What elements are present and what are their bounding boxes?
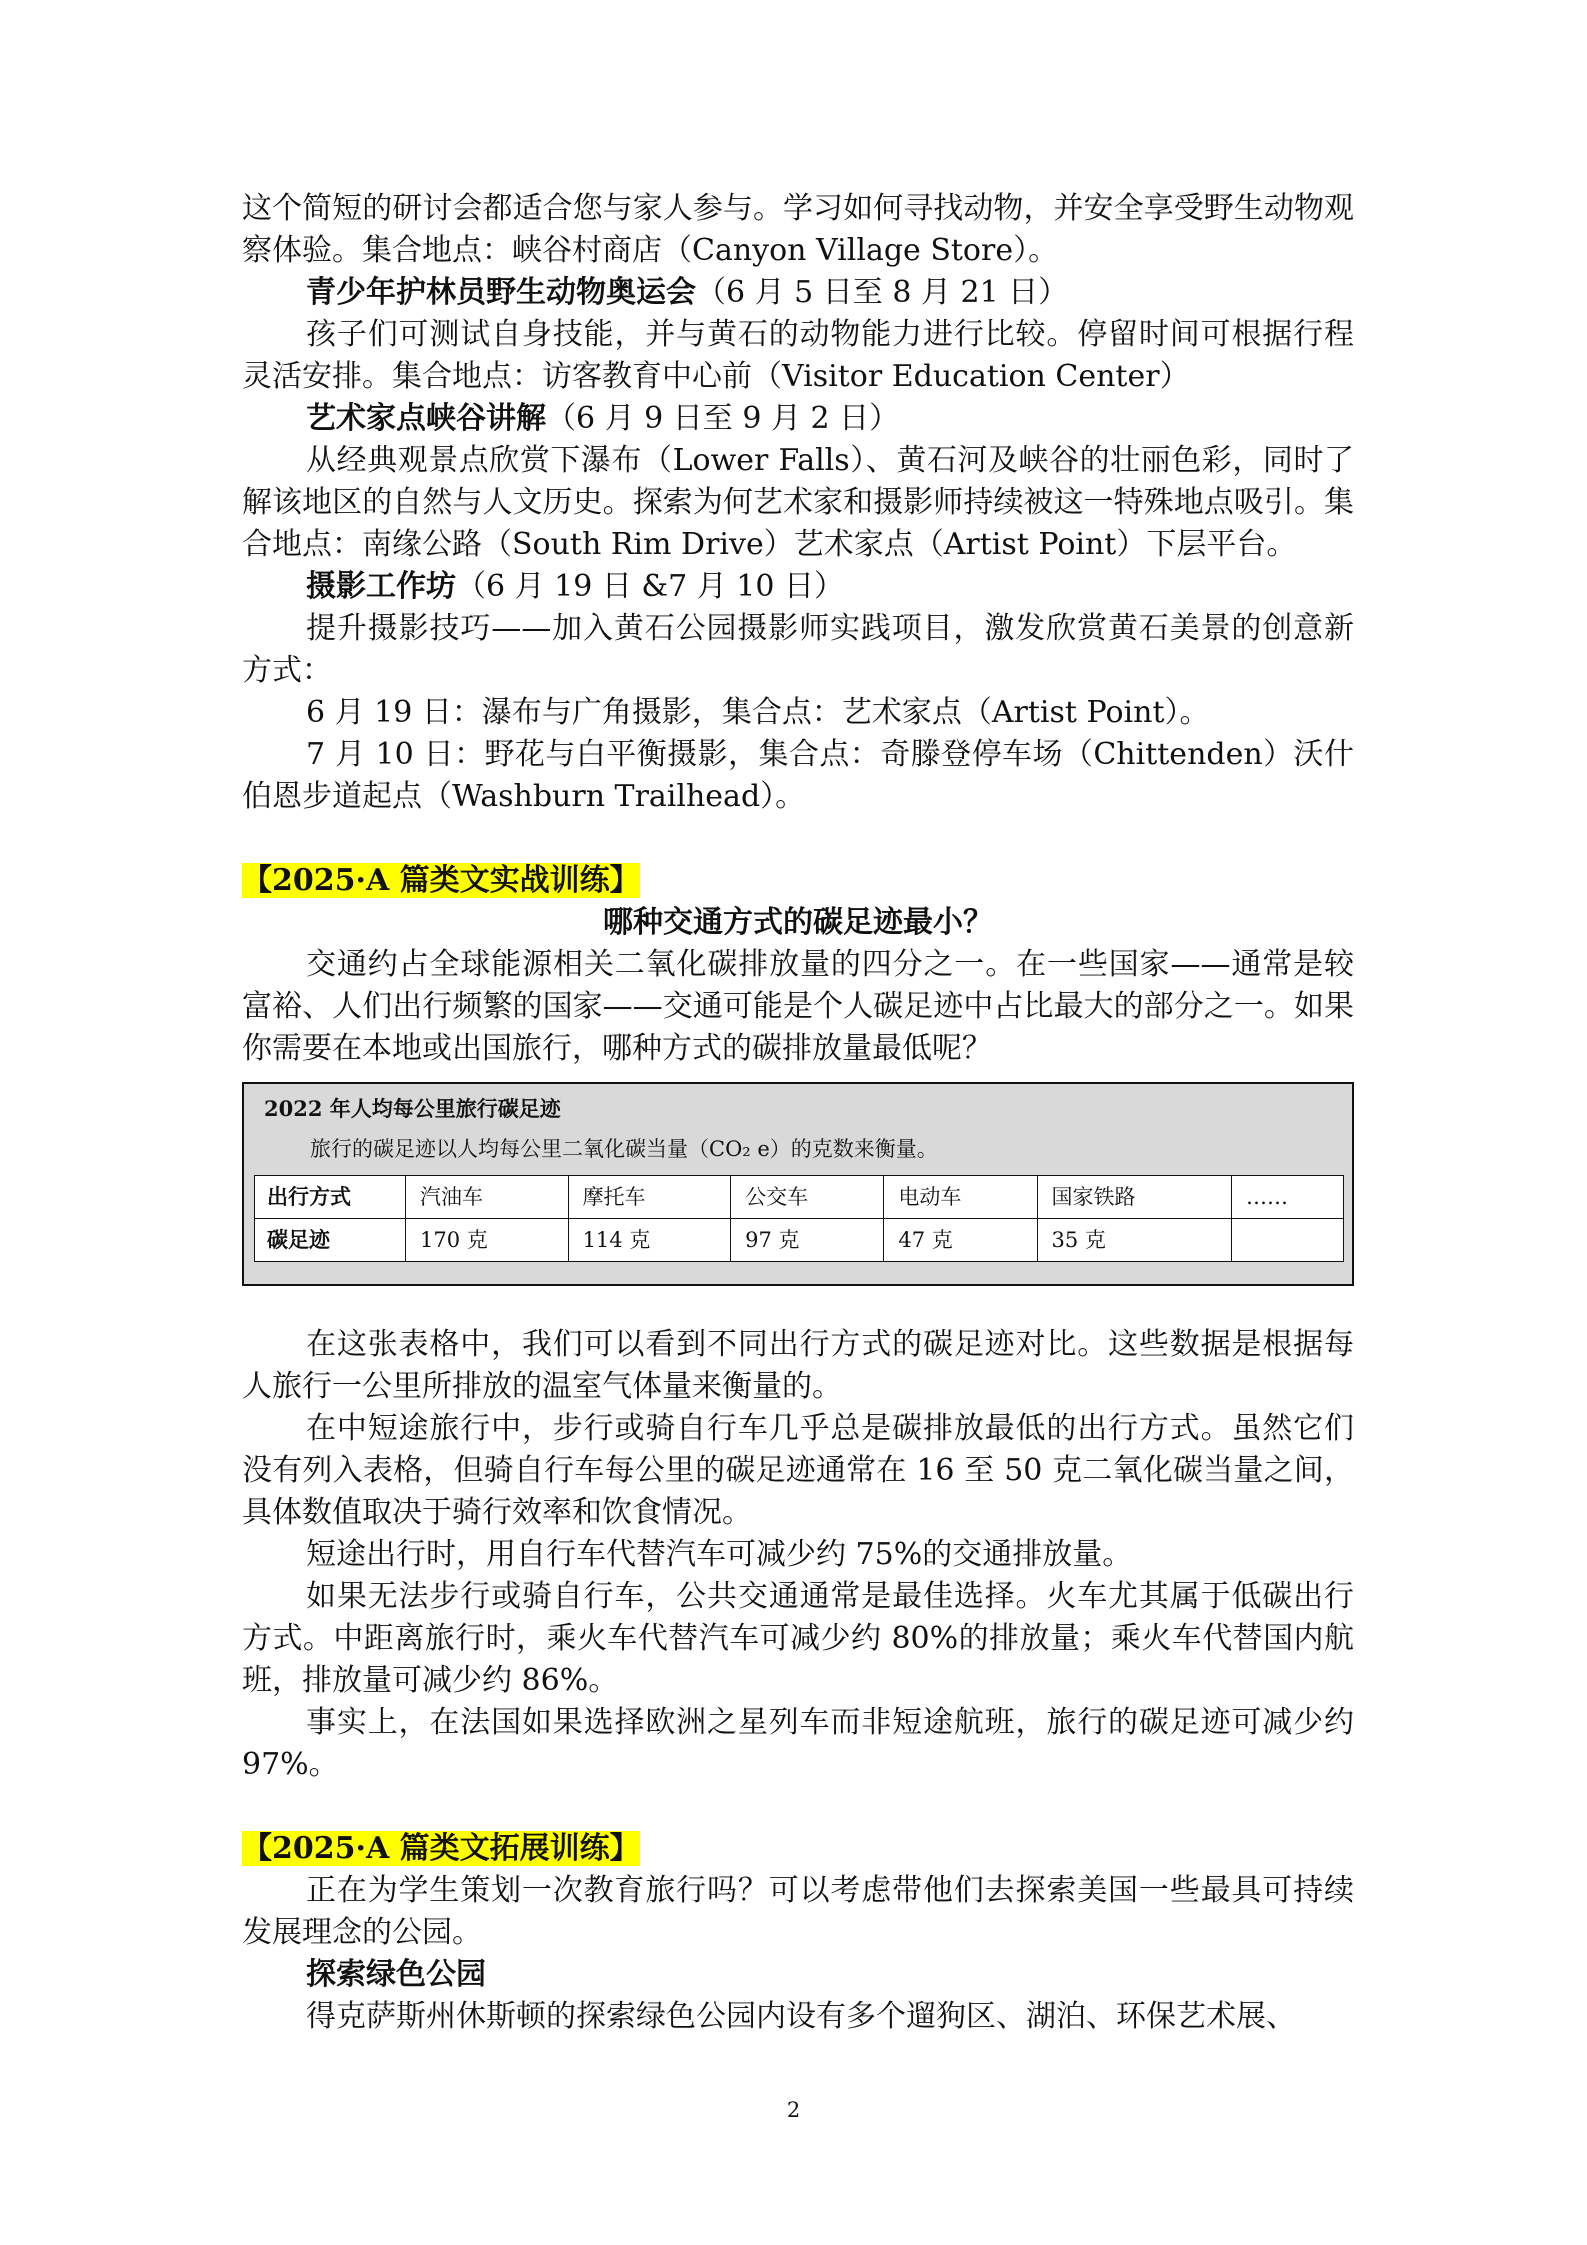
table-row xyxy=(255,1219,1344,1262)
section-b-tag-line xyxy=(242,1828,1354,1870)
section-b-intro: 正在为学生策划一次教育旅行吗？可以考虑带他们去探索美国一些最具可持续发展理念的公园。 xyxy=(242,1873,1354,1950)
table-row-label: 出行方式 xyxy=(255,1176,406,1219)
page-number: 2 xyxy=(786,2098,801,2122)
heading-photo-workshop xyxy=(242,566,1354,608)
paragraph-photo-workshop: 提升摄影技巧——加入黄石公园摄影师实践项目，激发欣赏黄石美景的创意新方式： xyxy=(242,611,1354,688)
section-b-paragraph: 得克萨斯州休斯顿的探索绿色公园内设有多个遛狗区、湖泊、环保艺术展、 xyxy=(306,1999,1296,2034)
table-row xyxy=(255,1176,1344,1219)
table-cell: 35 克 xyxy=(1037,1219,1231,1262)
section-a-paragraph: 在这张表格中，我们可以看到不同出行方式的碳足迹对比。这些数据是根据每人旅行一公里所排放的温室气体量来衡量的。 xyxy=(242,1327,1354,1404)
section-a-title: 哪种交通方式的碳足迹最小？ xyxy=(603,905,993,940)
heading-date-text: （6 月 5 日至 8 月 21 日） xyxy=(696,275,1069,310)
paragraph-artist-point: 从经典观景点欣赏下瀑布（Lower Falls）、黄石河及峡谷的壮丽色彩，同时了解该地区的自然与人文历史。探索为何艺术家和摄影师持续被这一特殊地点吸引。集合地点：南缘公路（South Rim Drive）艺术家点（Artist Point）下层平台。 xyxy=(242,443,1354,562)
section-a-paragraph: 在中短途旅行中，步行或骑自行车几乎总是碳排放最低的出行方式。虽然它们没有列入表格，但骑自行车每公里的碳足迹通常在 16 至 50 克二氧化碳当量之间，具体数值取决于骑行效率和饮食情况。 xyxy=(242,1411,1354,1530)
paragraph-july-10: 7 月 10 日：野花与白平衡摄影，集合点：奇滕登停车场（Chittenden）沃什伯恩步道起点（Washburn Trailhead）。 xyxy=(242,737,1354,814)
paragraph-june-19: 6 月 19 日：瀑布与广角摄影，集合点：艺术家点（Artist Point）。 xyxy=(306,695,1210,730)
heading-artist-point-talk xyxy=(242,398,1354,440)
heading-bold-text: 青少年护林员野生动物奥运会 xyxy=(306,275,696,310)
figure-subtitle: 旅行的碳足迹以人均每公里二氧化碳当量（CO₂ e）的克数来衡量。 xyxy=(310,1137,938,1161)
heading-junior-ranger-olympics xyxy=(242,272,1354,314)
table-cell: 汽油车 xyxy=(406,1176,569,1219)
paragraph-workshop-intro: 这个简短的研讨会都适合您与家人参与。学习如何寻找动物，并安全享受野生动物观察体验。集合地点：峡谷村商店（Canyon Village Store）。 xyxy=(242,191,1354,268)
section-b-heading: 探索绿色公园 xyxy=(306,1957,486,1992)
carbon-footprint-figure xyxy=(242,1082,1354,1286)
heading-date-text: （6 月 9 日至 9 月 2 日） xyxy=(546,401,900,436)
table-cell: 公交车 xyxy=(731,1176,884,1219)
table-cell xyxy=(1231,1219,1343,1262)
table-cell: …… xyxy=(1231,1176,1343,1219)
table-cell: 电动车 xyxy=(884,1176,1037,1219)
table-cell: 97 克 xyxy=(731,1219,884,1262)
document-page xyxy=(242,188,1354,2038)
table-row-label: 碳足迹 xyxy=(255,1219,406,1262)
table-cell: 国家铁路 xyxy=(1037,1176,1231,1219)
paragraph-junior-ranger: 孩子们可测试自身技能，并与黄石的动物能力进行比较。停留时间可根据行程灵活安排。集合地点：访客教育中心前（Visitor Education Center） xyxy=(242,317,1354,394)
table-cell: 摩托车 xyxy=(568,1176,731,1219)
carbon-footprint-table xyxy=(254,1175,1344,1262)
heading-date-text: （6 月 19 日 &7 月 10 日） xyxy=(456,569,844,604)
table-cell: 114 克 xyxy=(568,1219,731,1262)
section-b-tag: 【2025·A 篇类文拓展训练】 xyxy=(242,1831,640,1866)
section-a-tag-line xyxy=(242,860,1354,902)
section-a-paragraph: 短途出行时，用自行车代替汽车可减少约 75%的交通排放量。 xyxy=(306,1537,1133,1572)
section-a-tag: 【2025·A 篇类文实战训练】 xyxy=(242,863,640,898)
table-cell: 170 克 xyxy=(406,1219,569,1262)
table-cell: 47 克 xyxy=(884,1219,1037,1262)
section-a-paragraph: 如果无法步行或骑自行车，公共交通通常是最佳选择。火车尤其属于低碳出行方式。中距离旅行时，乘火车代替汽车可减少约 80%的排放量；乘火车代替国内航班，排放量可减少约 86%。 xyxy=(242,1579,1354,1698)
heading-bold-text: 摄影工作坊 xyxy=(306,569,456,604)
heading-bold-text: 艺术家点峡谷讲解 xyxy=(306,401,546,436)
section-a-paragraph: 事实上，在法国如果选择欧洲之星列车而非短途航班，旅行的碳足迹可减少约 97%。 xyxy=(242,1705,1354,1782)
section-a-intro: 交通约占全球能源相关二氧化碳排放量的四分之一。在一些国家——通常是较富裕、人们出行频繁的国家——交通可能是个人碳足迹中占比最大的部分之一。如果你需要在本地或出国旅行，哪种方式的碳排放量最低呢？ xyxy=(242,947,1354,1066)
figure-title: 2022 年人均每公里旅行碳足迹 xyxy=(264,1096,561,1121)
